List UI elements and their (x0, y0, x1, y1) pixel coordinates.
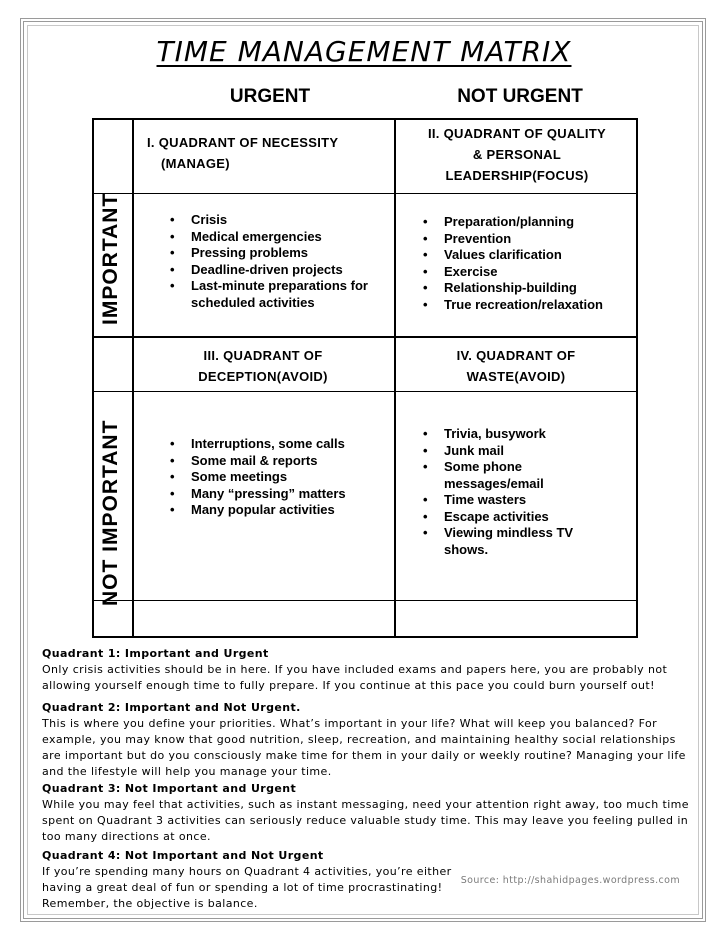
q1-list (170, 212, 390, 311)
list-item: • Values clarification (423, 247, 633, 264)
row-label-important: IMPORTANT (99, 192, 122, 325)
list-item: • Viewing mindless TV shows. (423, 525, 598, 558)
description-quadrant-4: Quadrant 4: Not Important and Not Urgent If you’re spending many hours on Quadrant 4 activities, you’re either having a great deal of fun or spending a lot of time procrastinating! Remember, the objective is balance. (42, 849, 452, 910)
list-item: • Junk mail (423, 443, 598, 460)
list-item: • Interruptions, some calls (170, 436, 390, 453)
list-item: • Trivia, busywork (423, 426, 598, 443)
description-quadrant-1: Quadrant 1: Important and Urgent Only crisis activities should be in here. If you have included exams and papers here, you are probably not allowing yourself enough time to fully prepare. If you continue at this pace you could burn yourself out! (42, 647, 668, 692)
list-item: • Pressing problems (170, 245, 390, 262)
list-item: • Escape activities (423, 509, 598, 526)
list-item: • Crisis (170, 212, 390, 229)
column-header-not-urgent: NOT URGENT (457, 86, 583, 107)
list-item: • True recreation/relaxation (423, 297, 633, 314)
q3-heading: III. QUADRANT OF DECEPTION(AVOID) (198, 348, 328, 384)
q2-list (423, 214, 633, 313)
grid-line-q3-header (92, 391, 638, 392)
grid-line-q1-header (92, 193, 638, 194)
list-item: • Exercise (423, 264, 633, 281)
list-item: • Many popular activities (170, 502, 390, 519)
list-item: • Some phone messages/email (423, 459, 598, 492)
list-item: • Many “pressing” matters (170, 486, 390, 503)
description-quadrant-2: Quadrant 2: Important and Not Urgent. This is where you define your priorities. What’s important in your life? What will keep you balanced? For example, you may know that good nutrition, sleep, recreation, and maintaining healthy social relationships are important but do you consciously make time for them in your daily or weekly routine? Managing your life and the lifestyle will help you manage your time. (42, 701, 686, 778)
list-item: • Last-minute preparations for scheduled activities (170, 278, 390, 311)
description-quadrant-3: Quadrant 3: Not Important and Urgent While you may feel that activities, such as instant messaging, need your attention right away, too much time spent on Quadrant 3 activities can seriously reduce valuable study time. This may leave you feeling pulled in too many directions at once. (42, 782, 689, 843)
list-item: • Time wasters (423, 492, 598, 509)
list-item: • Preparation/planning (423, 214, 633, 231)
list-item: • Some mail & reports (170, 453, 390, 470)
q2-heading: II. QUADRANT OF QUALITY & PERSONAL LEADERSHIP(FOCUS) (427, 126, 607, 183)
source-credit: Source: http://shahidpages.wordpress.com (460, 875, 680, 886)
grid-line-top (92, 118, 638, 120)
page-title: TIME MANAGEMENT MATRIX (156, 35, 572, 68)
column-header-urgent: URGENT (229, 86, 311, 107)
list-item: • Relationship-building (423, 280, 633, 297)
list-item: • Prevention (423, 231, 633, 248)
grid-line-left (92, 118, 94, 638)
q3-list (170, 436, 390, 519)
list-item: • Medical emergencies (170, 229, 390, 246)
q4-list (423, 426, 598, 558)
q1-heading: I. QUADRANT OF NECESSITY (MANAGE) (147, 135, 339, 171)
grid-line-right (636, 118, 638, 638)
list-item: • Some meetings (170, 469, 390, 486)
q4-heading: IV. QUADRANT OF WASTE(AVOID) (456, 348, 576, 384)
row-label-not-important: NOT IMPORTANT (99, 419, 122, 606)
grid-line-footer (92, 600, 638, 601)
list-item: • Deadline-driven projects (170, 262, 390, 279)
grid-line-middle (92, 336, 638, 338)
grid-line-bottom (92, 636, 638, 638)
